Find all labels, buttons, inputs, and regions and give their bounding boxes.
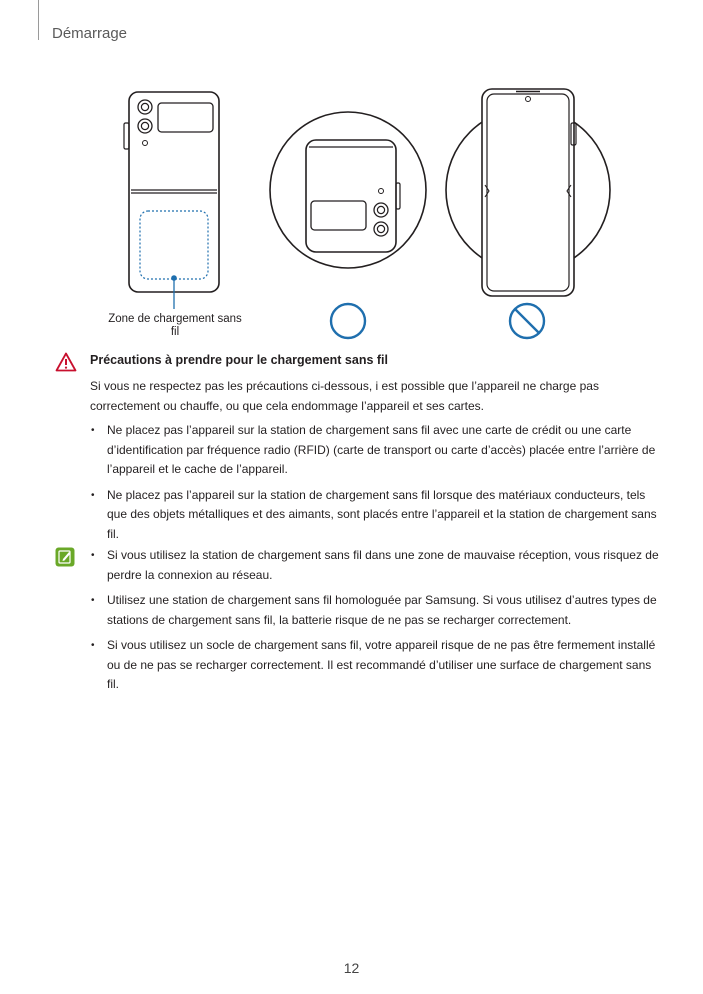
charger-correct-placement bbox=[270, 112, 426, 268]
list-item: • Si vous utilisez la station de chargement sans fil dans une zone de mauvaise réception, vous risquez de perdre la connexion au réseau. bbox=[90, 546, 660, 585]
list-item: • Utilisez une station de chargement sans fil homologuée par Samsung. Si vous utilisez d’autres types de stations de chargement sans fil, la batterie risque de ne pas se recharger correctement. bbox=[90, 591, 660, 630]
header-rule bbox=[38, 0, 39, 40]
note-pencil-icon bbox=[55, 547, 75, 567]
caution-heading: Précautions à prendre pour le chargement sans fil bbox=[90, 353, 389, 367]
caution-bullet-list bbox=[90, 421, 660, 550]
prohibited-symbol-icon bbox=[510, 304, 544, 338]
list-item: • Ne placez pas l’appareil sur la station de chargement sans fil avec une carte de crédit ou une carte d’identification par fréquence radio (RFID) (carte de transport ou carte d’accès) placée entre l’arrière de l’appareil et le cache de l’appareil. bbox=[90, 421, 660, 480]
correct-symbol-icon bbox=[331, 304, 365, 338]
section-title: Démarrage bbox=[52, 25, 128, 42]
charger-incorrect-placement bbox=[446, 89, 610, 296]
list-item: • Si vous utilisez un socle de chargement sans fil, votre appareil risque de ne pas être fermement installé ou de ne pas se recharger correctement. Il est recommandé d’utiliser une surface de chargement sans fil. bbox=[90, 636, 660, 695]
caution-intro: Si vous ne respectez pas les précautions ci-dessous, i est possible que l’appareil ne charge pas correctement ou chauffe, ou que cela endommage l’appareil et ses cartes. bbox=[90, 379, 599, 413]
page-number: 12 bbox=[343, 960, 360, 976]
charging-zone-label: Zone de chargement sans fil bbox=[108, 313, 242, 338]
list-item: • Ne placez pas l’appareil sur la station de chargement sans fil lorsque des matériaux conducteurs, tels que des objets métalliques et des aimants, sont placés entre l’appareil et la station de chargement sans fil. bbox=[90, 486, 660, 545]
note-bullet-list bbox=[90, 546, 660, 701]
phone-back-view bbox=[124, 92, 219, 309]
warning-triangle-icon bbox=[55, 352, 77, 372]
